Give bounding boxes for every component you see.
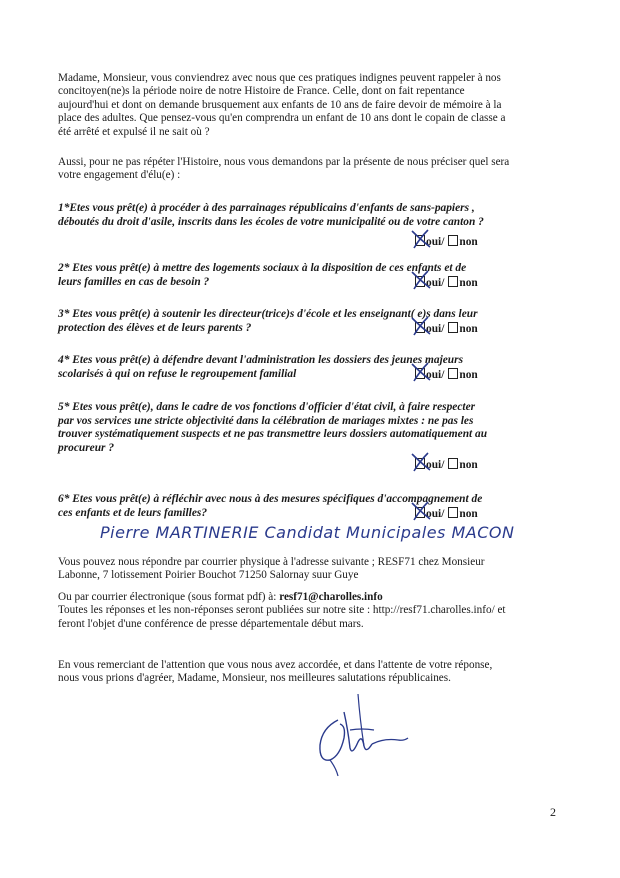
question-line: 1*Etes vous prêt(e) à procéder à des parrainages républicains d'enfants de sans-papiers , — [58, 202, 475, 214]
oui-label: oui/ — [426, 369, 445, 381]
handwritten-signature — [300, 690, 410, 780]
question-2 — [58, 262, 563, 289]
handwritten-cross-mark — [410, 229, 432, 249]
intro-line: place des adultes. Que pensez-vous qu'en comprendra un enfant de 10 ans dont le copain de classe a — [58, 112, 506, 125]
oui-label: oui/ — [426, 323, 445, 335]
handwritten-cross-mark — [410, 362, 432, 382]
handwritten-cross-mark — [410, 270, 432, 290]
intro-paragraph — [58, 72, 568, 139]
handwritten-cross-mark — [410, 316, 432, 336]
closing-line: nous vous prions d'agréer, Madame, Monsieur, nos meilleures salutations républicaines. — [58, 672, 451, 685]
intro-line: concitoyen(ne)s la période noire de notre Histoire de France. Celle, dont on fait repentance — [58, 85, 465, 98]
email-prefix: Ou par courrier électronique (sous format pdf) à: — [58, 591, 280, 603]
question-line: leurs familles en cas de besoin ? — [58, 275, 210, 288]
question-line: par vos services une stricte objectivité dans la célébration de mariages mixtes : ne pas les — [58, 414, 474, 427]
page-number: 2 — [550, 805, 556, 819]
contact-paragraph — [58, 556, 568, 583]
non-checkbox[interactable] — [448, 368, 458, 379]
question-5 — [58, 401, 563, 455]
handwritten-name: Pierre MARTINERIE Candidat Municipales MACON — [100, 523, 515, 542]
non-label: non — [459, 369, 478, 381]
question-line: 2* Etes vous prêt(e) à mettre des logements sociaux à la disposition de ces enfants et de — [58, 262, 467, 274]
non-label: non — [459, 508, 478, 520]
site-line: feront l'objet d'une conférence de presse départementale début mars. — [58, 617, 364, 630]
question-3 — [58, 308, 563, 335]
question-line: 3* Etes vous prêt(e) à soutenir les directeur(trice)s d'école et les enseignant( e)s dans leur — [58, 308, 478, 320]
question-line: 6* Etes vous prêt(e) à réfléchir avec nous à des mesures spécifiques d'accompagnement de — [58, 493, 483, 505]
contact-line: Vous pouvez nous répondre par courrier physique à l'adresse suivante ; RESF71 chez Monsieur — [58, 556, 485, 568]
question-line: protection des élèves et de leurs parents ? — [58, 321, 252, 334]
engagement-line: votre engagement d'élu(e) : — [58, 169, 181, 182]
closing-line: En vous remerciant de l'attention que vous nous avez accordée, et dans l'attente de votre réponse, — [58, 659, 493, 671]
non-label: non — [459, 459, 478, 471]
non-checkbox[interactable] — [448, 235, 458, 246]
oui-label: oui/ — [426, 277, 445, 289]
non-checkbox[interactable] — [448, 507, 458, 518]
question-line: 5* Etes vous prêt(e), dans le cadre de vos fonctions d'officier d'état civil, à faire respecter — [58, 401, 476, 413]
intro-line: aujourd'hui et dont on demande brusquement aux enfants de 10 ans de faire devoir de mémoire à la — [58, 98, 502, 111]
question-line: déboutés du droit d'asile, inscrits dans les écoles de votre municipalité ou de votre canton ? — [58, 215, 484, 228]
question-line: trouver systématiquement suspects et ne pas transmettre leurs dossiers automatiquement au — [58, 428, 488, 441]
handwritten-cross-mark — [410, 501, 432, 521]
non-label: non — [459, 236, 478, 248]
site-line: Toutes les réponses et les non-réponses seront publiées sur notre site : http://resf71.charolles.info/ et — [58, 604, 506, 617]
intro-line: été arrêté et expulsé il ne sait où ? — [58, 125, 210, 138]
handwritten-cross-mark — [410, 452, 432, 472]
non-label: non — [459, 277, 478, 289]
question-6 — [58, 493, 563, 520]
non-checkbox[interactable] — [448, 276, 458, 287]
intro-line: Madame, Monsieur, vous conviendrez avec nous que ces pratiques indignes peuvent rappeler à nos — [58, 72, 501, 84]
engagement-paragraph — [58, 156, 568, 183]
question-line: ces enfants et de leurs familles? — [58, 506, 208, 519]
oui-label: oui/ — [426, 236, 445, 248]
oui-label: oui/ — [426, 508, 445, 520]
engagement-line: Aussi, pour ne pas répéter l'Histoire, nous vous demandons par la présente de nous préciser quel sera — [58, 156, 510, 168]
question-4 — [58, 354, 563, 381]
non-label: non — [459, 323, 478, 335]
question-line: procureur ? — [58, 441, 115, 454]
email-paragraph — [58, 591, 568, 631]
non-checkbox[interactable] — [448, 322, 458, 333]
non-checkbox[interactable] — [448, 458, 458, 469]
contact-line: Labonne, 7 lotissement Poirier Bouchot 71250 Salornay suur Guye — [58, 569, 359, 582]
oui-label: oui/ — [426, 459, 445, 471]
closing-paragraph — [58, 659, 568, 686]
question-line: 4* Etes vous prêt(e) à défendre devant l'administration les dossiers des jeunes majeurs — [58, 354, 464, 366]
question-line: scolarisés à qui on refuse le regroupement familial — [58, 367, 297, 380]
email-link[interactable]: resf71@charolles.info — [279, 591, 383, 603]
question-1 — [58, 202, 563, 229]
